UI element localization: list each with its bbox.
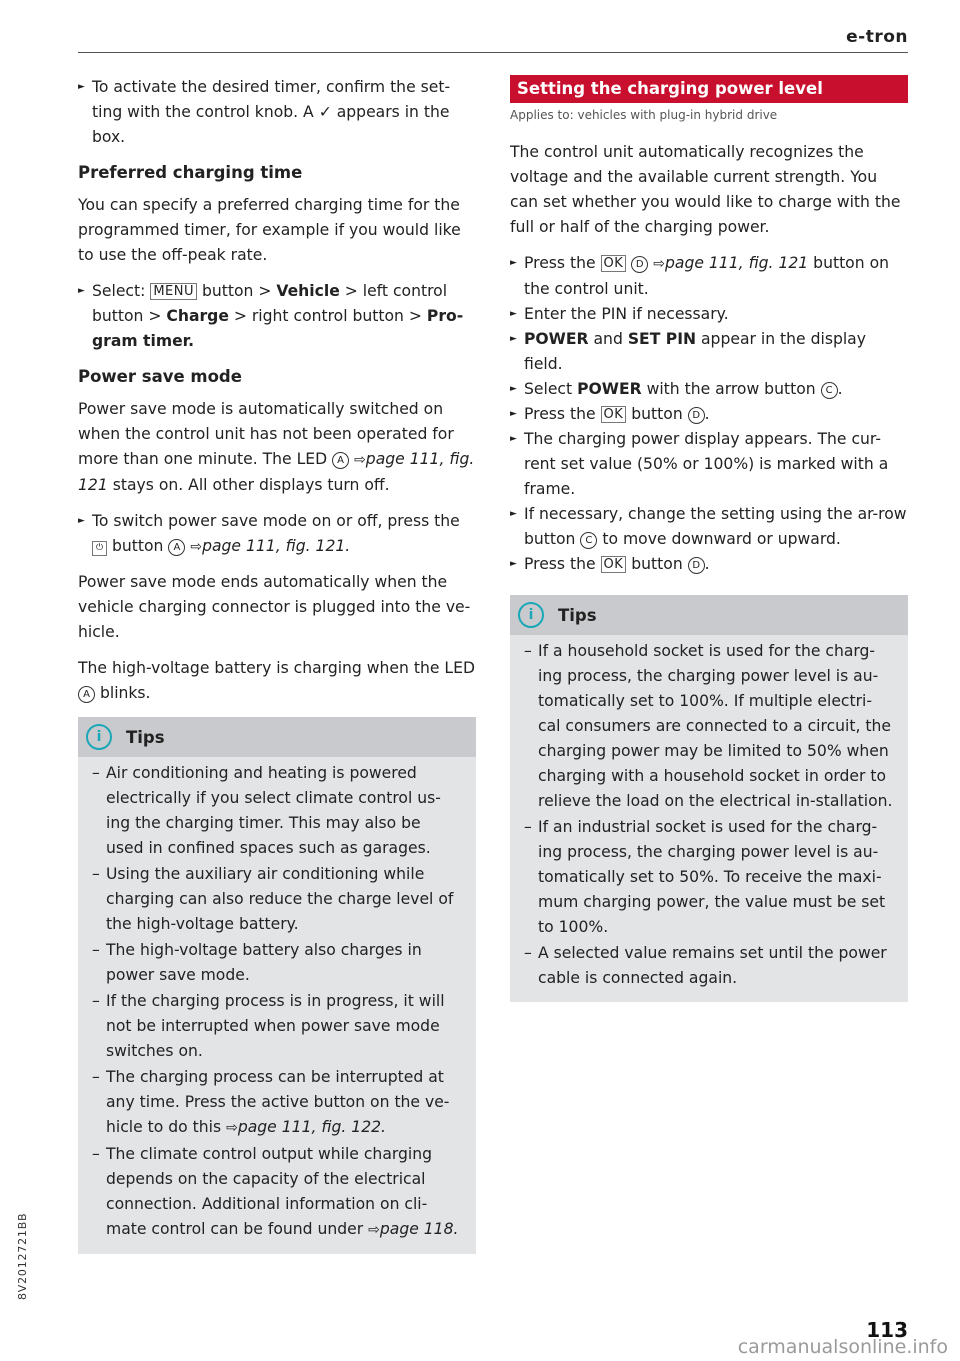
battery-charging-paragraph (78, 656, 476, 706)
right-column (510, 75, 908, 1002)
menu-path-vehicle: Vehicle (276, 282, 340, 300)
callout-a-icon: A (168, 539, 185, 556)
step-press-ok (510, 251, 908, 302)
arrow-icon: ⇨ (226, 1120, 238, 1136)
tips-label: Tips (558, 605, 597, 625)
paragraph-text: The high-voltage battery is charging when the LED (78, 659, 475, 677)
page-reference-link[interactable]: page 111, fig. 121 (664, 254, 809, 272)
step-text: . (837, 380, 843, 398)
step-text: button on the control unit. (524, 254, 889, 298)
chapter-title: e-tron (846, 27, 908, 47)
watermark: carmanualsonline.info (737, 1336, 948, 1358)
document-code: 8V2012721BB (16, 1212, 29, 1300)
paragraph-text: stays on. All other displays turn off. (107, 476, 390, 494)
step-press-ok (510, 402, 908, 427)
step-confirm-timer (78, 75, 476, 150)
step-text: . (704, 405, 710, 423)
step-text: button > (197, 282, 277, 300)
page-reference-link[interactable]: page 111, fig. 122. (237, 1118, 387, 1136)
arrow-icon: ⇨ (190, 539, 203, 555)
step-text: If necessary, change the setting using the ar-row button (524, 505, 907, 548)
page-reference-link[interactable]: page 111, fig. 121. (202, 537, 351, 555)
step-text: button (107, 537, 169, 555)
step-text: > left control button > (92, 282, 448, 325)
step-select-program-timer (78, 279, 476, 354)
step-text: with the arrow button (641, 380, 821, 398)
tip-item (92, 1142, 462, 1243)
callout-d-icon: D (631, 256, 648, 273)
power-save-heading: Power save mode (78, 367, 242, 386)
callout-a-icon: A (78, 686, 95, 703)
menu-path-program-timer: Pro-gram timer. (92, 307, 464, 350)
checkmark-icon: ✓ (318, 103, 332, 121)
callout-d-icon: D (688, 407, 705, 424)
tips-box-left (78, 717, 476, 1254)
paragraph-text: blinks. (95, 684, 151, 702)
step-text: Press the (524, 555, 601, 573)
tip-item: – Air conditioning and heating is powered electrically if you select climate control us-ing the charging timer. This may also be used in confined spaces such as garages. (92, 761, 462, 861)
arrow-icon: ⇨ (368, 1222, 380, 1238)
step-text: button (626, 405, 688, 423)
preferred-charging-heading: Preferred charging time (78, 163, 303, 182)
page-reference-link[interactable]: page 118. (379, 1220, 459, 1238)
page-reference-link[interactable]: page 111, fig. 121 (78, 450, 475, 494)
tips-box-right (510, 595, 908, 1002)
callout-c-icon: C (821, 382, 838, 399)
step-text: Select: (92, 282, 151, 300)
step-select-power (510, 377, 908, 402)
menu-path-charge: Charge (166, 307, 229, 325)
power-save-paragraph (78, 397, 476, 498)
step-text: > right control button > (228, 307, 427, 325)
left-column (78, 75, 476, 1254)
step-text: to move downward or upward. (597, 530, 841, 548)
paragraph-text: Power save mode is automatically switched on when the control unit has not been operated for more than one minute. The LED (78, 400, 454, 468)
step-text: To switch power save mode on or off, press the (92, 512, 460, 530)
tip-item: – If an industrial socket is used for the charg-ing process, the charging power level is au-tomatically set to 50%. To receive the maxi-mum charging power, the value must be set to 100%. (524, 815, 894, 940)
step-press-ok (510, 552, 908, 577)
tip-item: – The high-voltage battery also charges in power save mode. (92, 938, 462, 988)
tip-item: – If the charging process is in progress, it will not be interrupted when power save mode switches on. (92, 989, 462, 1064)
arrow-icon: ⇨ (653, 256, 665, 272)
section-title-banner: Setting the charging power level (510, 75, 908, 103)
callout-c-icon: C (580, 532, 597, 549)
step-switch-power-save (78, 509, 476, 560)
display-setpin-label: SET PIN (627, 330, 697, 348)
applies-to-note: Applies to: vehicles with plug-in hybrid drive (510, 108, 778, 122)
tip-item: – A selected value remains set until the power cable is connected again. (524, 941, 894, 991)
info-icon: i (518, 602, 544, 628)
step-display-appears: ► The charging power display appears. The cur-rent set value (50% or 100%) is marked with a frame. (510, 427, 908, 502)
display-power-label: POWER (524, 330, 589, 348)
ok-key: OK (601, 406, 627, 423)
ok-key: OK (601, 255, 627, 272)
step-text: Select (524, 380, 578, 398)
intro-steps (78, 75, 476, 150)
step-power-setpin (510, 327, 908, 377)
step-text: appears in the box. (92, 103, 450, 146)
tip-item: – Using the auxiliary air conditioning while charging can also reduce the charge level of the high-voltage battery. (92, 862, 462, 937)
ok-key: OK (601, 556, 627, 573)
charging-power-steps (510, 251, 908, 577)
step-enter-pin: ► Enter the PIN if necessary. (510, 302, 908, 327)
switch-steps (78, 509, 476, 560)
step-text: appear in the display field. (524, 330, 866, 373)
select-steps (78, 279, 476, 354)
step-text: To activate the desired timer, confirm the set-ting with the control knob. A (92, 78, 451, 121)
step-text: button (626, 555, 688, 573)
tip-item: – If a household socket is used for the charg-ing process, the charging power level is au-tomatically set to 100%. If multiple electri-cal consumers are connected to a circuit, the charging power may be limited to 50% when charging with a household socket in order to relieve the load on the electrical in-stallation. (524, 639, 894, 814)
info-icon: i (86, 724, 112, 750)
step-text: and (588, 330, 628, 348)
preferred-charging-paragraph: You can specify a preferred charging time for the programmed timer, for example if you would like to use the off-peak rate. (78, 196, 461, 264)
tips-list (78, 757, 476, 1243)
step-text: Press the (524, 405, 601, 423)
display-power-label: POWER (577, 380, 642, 398)
callout-d-icon: D (688, 557, 705, 574)
step-change-setting (510, 502, 908, 552)
tips-header (510, 595, 908, 635)
tip-text: The climate control output while charging depends on the capacity of the electrical connection. Additional information on cli-mate control can be found under (106, 1145, 433, 1238)
page-number: 113 (866, 1318, 908, 1342)
arrow-icon: ⇨ (354, 452, 366, 468)
step-text: Press the (524, 254, 601, 272)
tips-header (78, 717, 476, 757)
tip-item (92, 1065, 462, 1141)
power-button-icon: ⏻ (92, 541, 107, 556)
header-rule (78, 52, 908, 53)
callout-a-icon: A (332, 452, 349, 469)
menu-key: MENU (150, 283, 197, 300)
step-text: . (704, 555, 710, 573)
intro-paragraph: The control unit automatically recognizes the voltage and the available current strength. You can set whether you would like to charge with the full or half of the charging power. (510, 143, 901, 236)
tips-label: Tips (126, 727, 165, 747)
tip-text: The charging process can be interrupted at any time. Press the active button on the ve-hicle to do this (106, 1068, 450, 1136)
tips-list (510, 635, 908, 991)
power-save-ends-paragraph: Power save mode ends automatically when the vehicle charging connector is plugged into the ve-hicle. (78, 573, 471, 641)
